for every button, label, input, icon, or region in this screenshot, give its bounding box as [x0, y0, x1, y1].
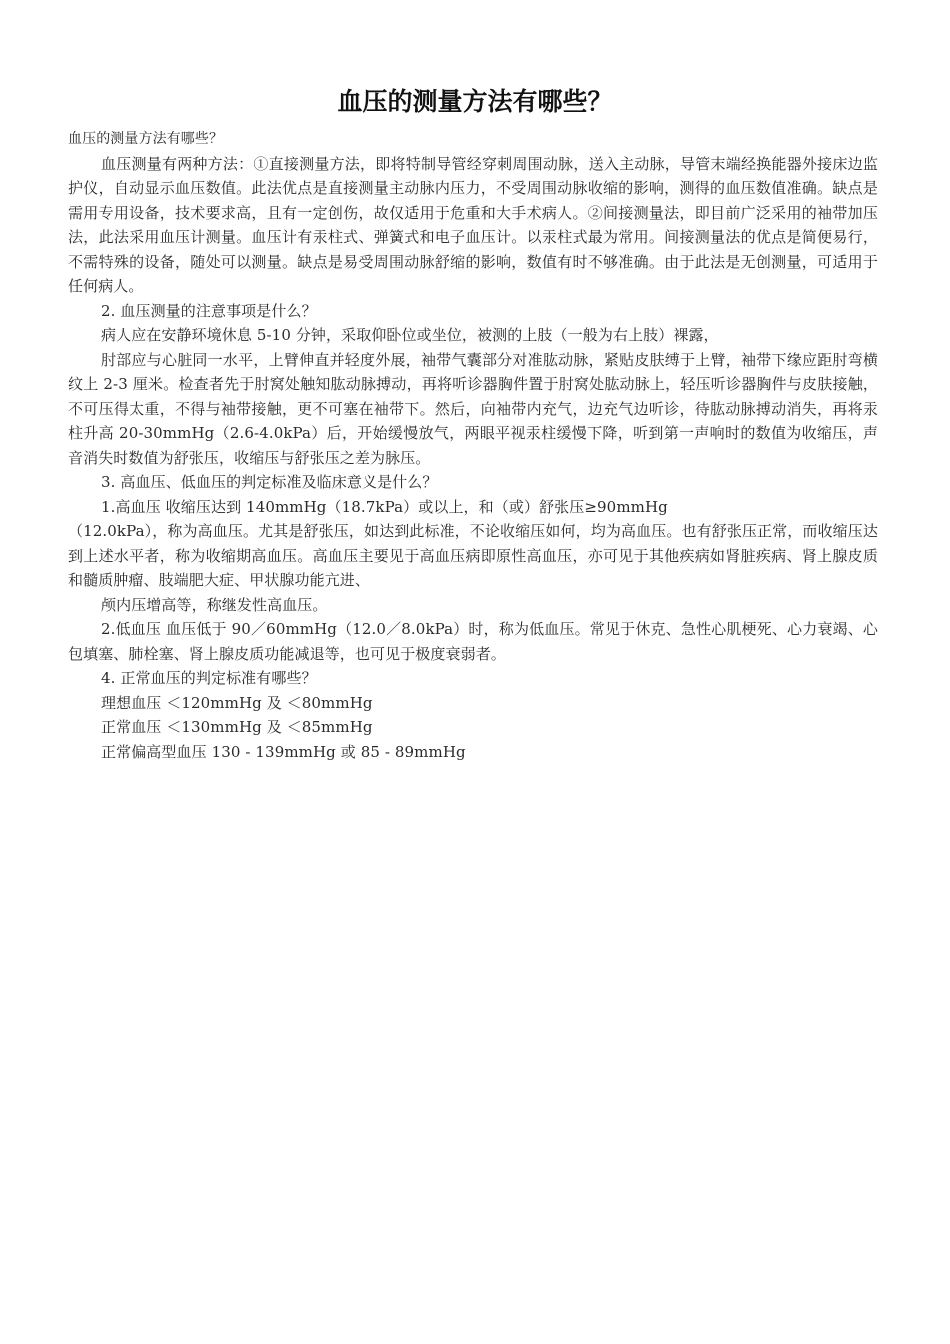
paragraph-rest: 病人应在安静环境休息 5-10 分钟，采取仰卧位或坐位，被测的上肢（一般为右上肢）裸露，	[101, 326, 719, 344]
heading-criteria: 3. 高血压、低血压的判定标准及临床意义是什么？	[101, 473, 438, 491]
paragraph-procedure: 肘部应与心脏同一水平，上臂伸直并轻度外展，袖带气囊部分对准肱动脉，紧贴皮肤缚于上臂，袖带下缘应距肘弯横纹上 2-3 厘米。检查者先于肘窝处触知肱动脉搏动，再将听诊器胸件置于肘窝处肱动脉上，轻压听诊器胸件与皮肤接触，不可压得太重，不得与袖带接触，更不可塞在袖带下。然后，向袖带内充气，边充气边听诊，待肱动脉搏动消失，再将汞柱升高 20-30mmHg（2.6-4.0kPa）后，开始缓慢放气，两眼平视汞柱缓慢下降，听到第一声响时的数值为收缩压，声音消失时数值为舒张压，收缩压与舒张压之差为脉压。	[68, 350, 878, 467]
document-title: 血压的测量方法有哪些？	[337, 87, 613, 116]
paragraph-measurement-methods: 血压测量有两种方法：①直接测量方法，即将特制导管经穿刺周围动脉，送入主动脉，导管末端经换能器外接床边监护仪，自动显示血压数值。此法优点是直接测量主动脉内压力，不受周围动脉收缩的影响，测得的血压数值准确。缺点是需用专用设备，技术要求高，且有一定创伤，故仅适用于危重和大手术病人。②间接测量法，即目前广泛采用的袖带加压法，此法采用血压计测量。血压计有汞柱式、弹簧式和电子血压计。以汞柱式最为常用。间接测量法的优点是简便易行，不需特殊的设备，随处可以测量。缺点是易受周围动脉舒缩的影响，数值有时不够准确。由于此法是无创测量，可适用于任何病人。	[68, 154, 878, 295]
heading-precautions: 2. 血压测量的注意事项是什么？	[101, 301, 317, 320]
paragraph-hypertension: 1.高血压 收缩压达到 140mmHg（18.7kPa）或以上，和（或）舒张压≥90mmHg	[101, 497, 668, 516]
document-subtitle: 血压的测量方法有哪些？	[68, 131, 224, 147]
heading-normal-standards: 4. 正常血压的判定标准有哪些？	[101, 669, 317, 687]
paragraph-hypertension-continued: （12.0kPa），称为高血压。尤其是舒张压，如达到此标准，不论收缩压如何，均为高血压。也有舒张压正常，而收缩压达到上述水平者，称为收缩期高血压。高血压主要见于高血压病即原性高血压，亦可见于其他疾病如肾脏疾病、肾上腺皮质和髓质肿瘤、肢端肥大症、甲状腺功能亢进、	[68, 522, 878, 589]
paragraph-hypotension: 2.低血压 血压低于 90／60mmHg（12.0／8.0kPa）时，称为低血压。常见于休克、急性心肌梗死、心力衰竭、心包填塞、肺栓塞、肾上腺皮质功能减退等，也可见于极度衰弱者。	[68, 620, 878, 663]
line-high-normal-bp: 正常偏高型血压 130 - 139mmHg 或 85 - 89mmHg	[101, 742, 466, 761]
line-normal-bp: 正常血压 ＜130mmHg 及 ＜85mmHg	[101, 718, 373, 736]
document-body	[68, 127, 878, 764]
paragraph-secondary-hypertension: 颅内压增高等，称继发性高血压。	[101, 595, 328, 614]
line-ideal-bp: 理想血压 ＜120mmHg 及 ＜80mmHg	[101, 693, 373, 712]
